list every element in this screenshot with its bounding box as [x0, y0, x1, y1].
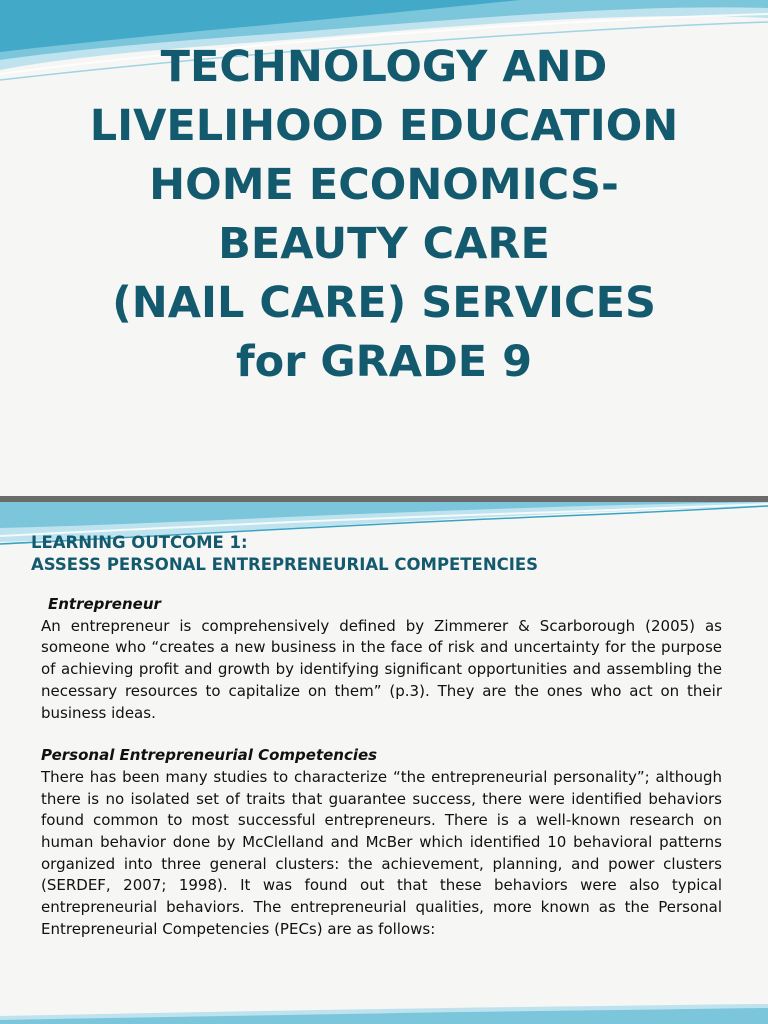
content-slide [0, 502, 768, 1024]
section-title-pecs: Personal Entrepreneurial Competencies [41, 746, 378, 765]
title-line: HOME ECONOMICS- [149, 160, 619, 210]
title-slide [0, 0, 768, 496]
paragraph-entrepreneur: An entrepreneur is comprehensively defined by Zimmerer & Scarborough (2005) as someone who “creates a new business in the face of risk and uncertainty for the purpose of achieving profit and growth by identifying significant opportunities and assembling the necessary resources to capitalize on them” (p.3). They are the ones who act on their business ideas. [41, 616, 722, 722]
slide-title [0, 38, 768, 392]
title-line: BEAUTY CARE [218, 219, 550, 269]
paragraph-pecs: There has been many studies to characterize “the entrepreneurial personality”; although there is no isolated set of traits that guarantee success, there were identified behaviors found common to most successful entrepreneurs. There is a well-known research on human behavior done by McClelland and McBer which identified 10 behavioral patterns organized into three general clusters: the achievement, planning, and power clusters (SERDEF, 2007; 1998). It was found out that these behaviors were also typical entrepreneurial behaviors. The entrepreneurial qualities, more known as the Personal Entrepreneurial Competencies (PECs) are as follows: [41, 767, 722, 938]
title-line: TECHNOLOGY AND [160, 42, 608, 92]
heading-line: LEARNING OUTCOME 1: [31, 533, 248, 552]
title-line: (NAIL CARE) SERVICES [112, 278, 656, 328]
title-line: for GRADE 9 [235, 337, 533, 387]
slide-body [41, 594, 722, 941]
slide-heading [31, 532, 741, 576]
wave-decoration-bottom [0, 998, 768, 1024]
heading-line: ASSESS PERSONAL ENTREPRENEURIAL COMPETENCIES [31, 555, 539, 574]
section-title-entrepreneur: Entrepreneur [48, 595, 161, 613]
title-line: LIVELIHOOD EDUCATION [89, 101, 679, 151]
